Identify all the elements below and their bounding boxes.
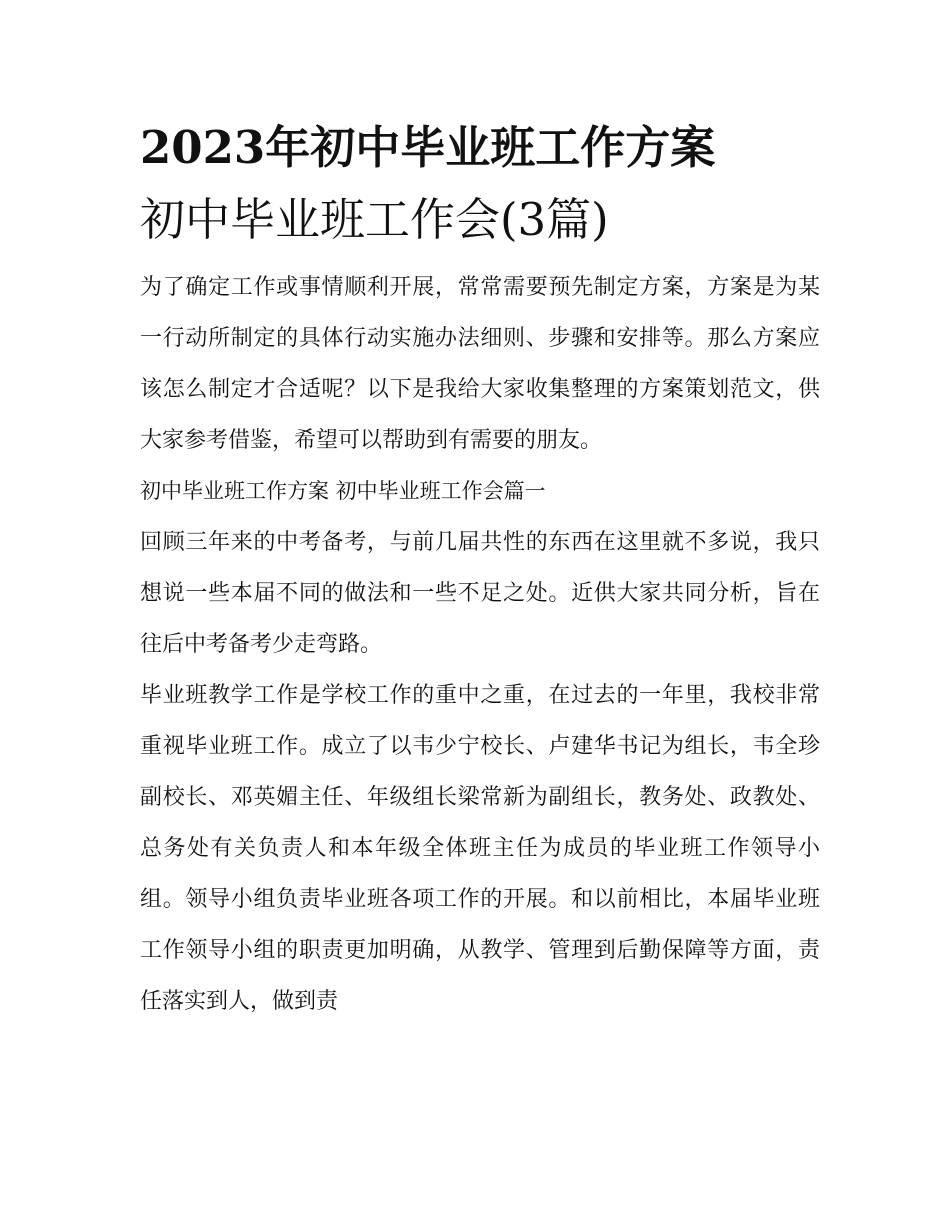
title-line-2: 初中毕业班工作会(3篇) — [140, 193, 609, 246]
intro-paragraph: 为了确定工作或事情顺利开展，常常需要预先制定方案，方案是为某一行动所制定的具体行动实施办法细则、步骤和安排等。那么方案应该怎么制定才合适呢？以下是我给大家收集整理的方案策划范文，供大家参考借鉴，希望可以帮助到有需要的朋友。 — [140, 275, 820, 453]
title-line-1: 2023年初中毕业班工作方案 — [140, 121, 716, 174]
document-body — [140, 262, 820, 1027]
document-page — [140, 112, 820, 1027]
document-title — [140, 112, 820, 256]
body-paragraph-review: 回顾三年来的中考备考，与前几届共性的东西在这里就不多说，我只想说一些本届不同的做法和一些不足之处。近供大家共同分析，旨在往后中考备考少走弯路。 — [140, 530, 820, 657]
body-paragraph-leadership: 毕业班教学工作是学校工作的重中之重，在过去的一年里，我校非常重视毕业班工作。成立了以韦少宁校长、卢建华书记为组长，韦全珍副校长、邓英媚主任、年级组长梁常新为副组长，教务处、政教处、总务处有关负责人和本年级全体班主任为成员的毕业班工作领导小组。领导小组负责毕业班各项工作的开展。和以前相比，本届毕业班工作领导小组的职责更加明确，从教学、管理到后勤保障等方面，责任落实到人，做到责 — [140, 683, 820, 1014]
section-heading: 初中毕业班工作方案 初中毕业班工作会篇一 — [140, 479, 546, 503]
